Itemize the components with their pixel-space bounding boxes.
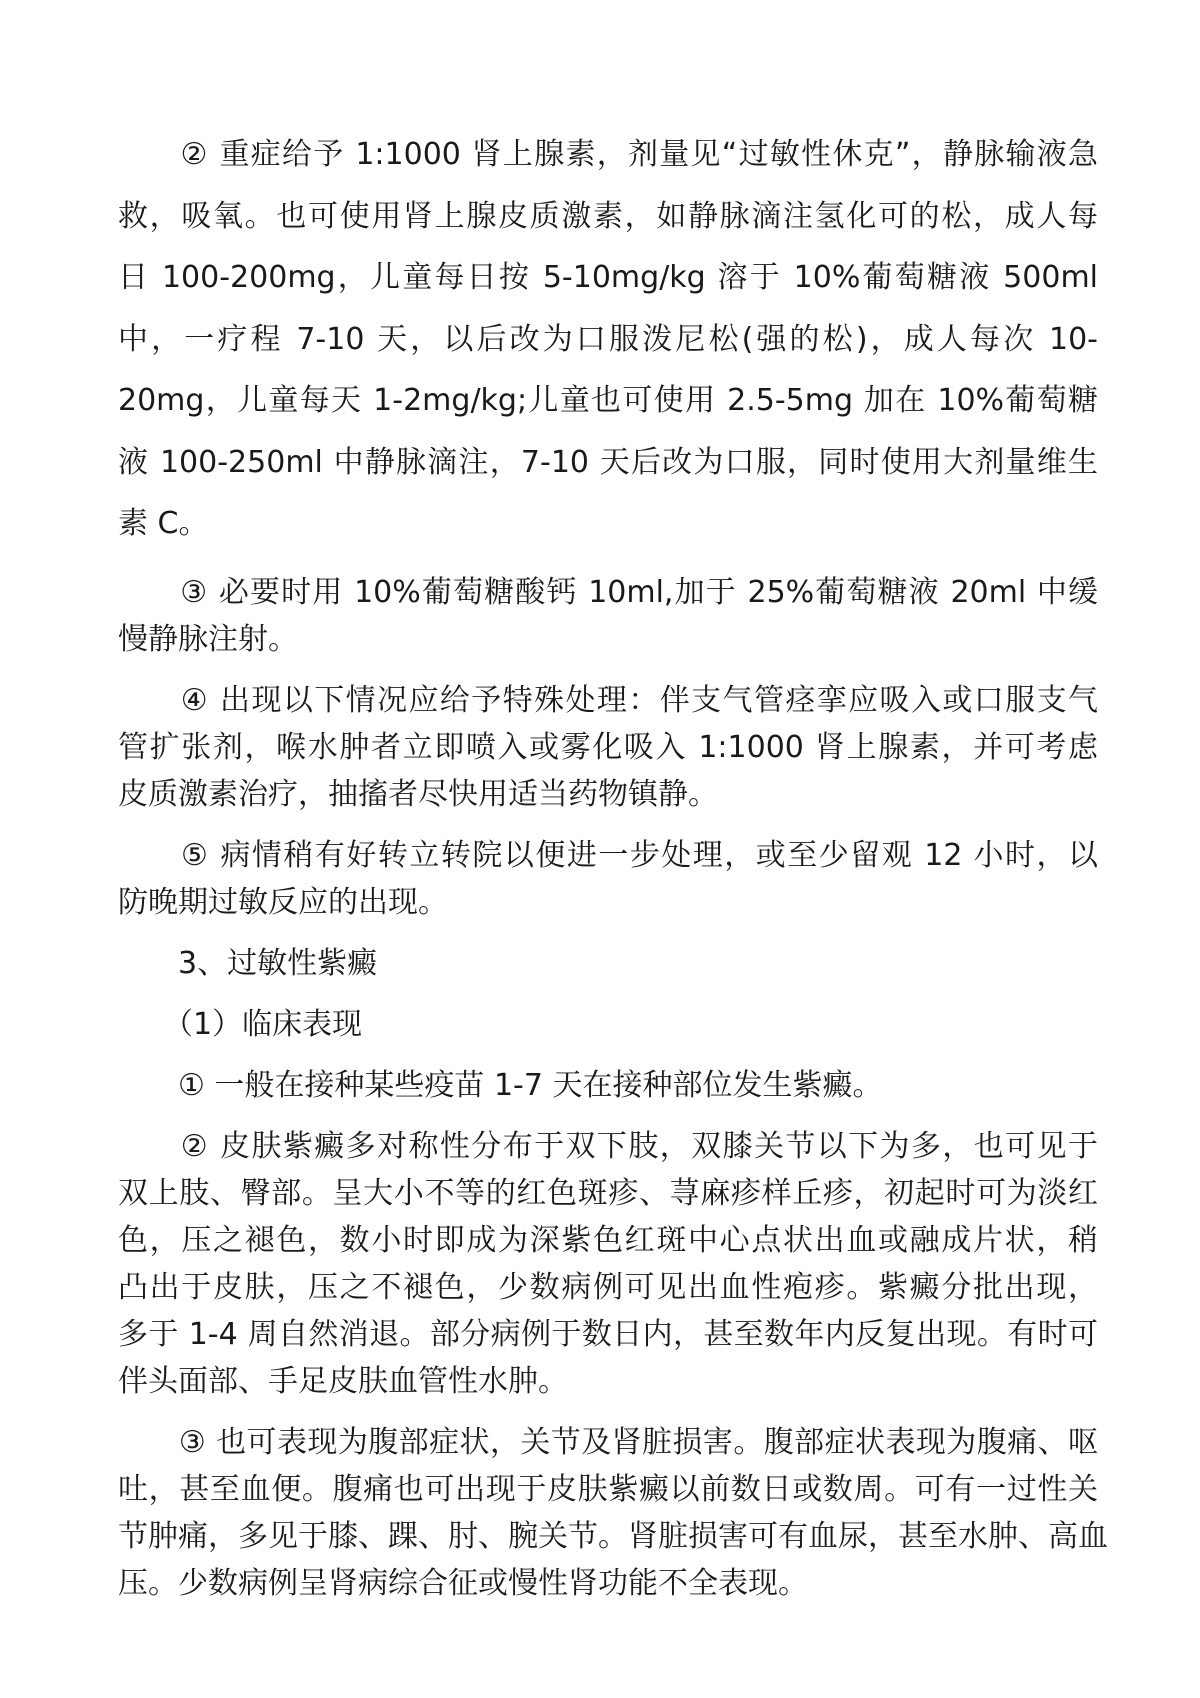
text-line: 凸出于皮肤，压之不褪色，少数病例可见出血性疱疹。紫癜分批出现，	[118, 1269, 1098, 1305]
paragraph-gap	[118, 1405, 1098, 1419]
text-line: ③ 必要时用 10%葡萄糖酸钙 10ml,加于 25%葡萄糖液 20ml 中缓	[118, 574, 1098, 610]
text-line: ② 皮肤紫癜多对称性分布于双下肢，双膝关节以下为多，也可见于	[118, 1128, 1098, 1164]
text-line: 伴头面部、手足皮肤血管性水肿。	[118, 1363, 568, 1399]
paragraph-abdominal-symptoms	[118, 1419, 1108, 1607]
text-line: 救，吸氧。也可使用肾上腺皮质激素，如静脉滴注氢化可的松，成人每	[118, 198, 1098, 234]
text-line: ② 重症给予 1:1000 肾上腺素，剂量见“过敏性休克”，静脉输液急	[118, 137, 1098, 172]
subheading-clinical-manifestations	[118, 1001, 1098, 1048]
text-line: ④ 出现以下情况应给予特殊处理：伴支气管痉挛应吸入或口服支气	[118, 682, 1098, 718]
paragraph-gap	[118, 926, 1098, 940]
text-line: 压。少数病例呈肾病综合征或慢性肾功能不全表现。	[118, 1565, 808, 1601]
paragraph-gap	[118, 1048, 1098, 1062]
text-line: 中，一疗程 7-10 天，以后改为口服泼尼松(强的松)，成人每次 10-	[118, 321, 1098, 357]
paragraph-gap	[118, 987, 1098, 1001]
text-line: 慢静脉注射。	[118, 621, 298, 657]
text-line: 皮质激素治疗，抽搐者尽快用适当药物镇静。	[118, 776, 718, 812]
text-line: 防晚期过敏反应的出现。	[118, 884, 448, 920]
text-line: 素 C。	[118, 506, 209, 541]
text-line: 双上肢、臀部。呈大小不等的红色斑疹、荨麻疹样丘疹，初起时可为淡红	[118, 1175, 1098, 1211]
body-text	[118, 124, 1108, 1607]
paragraph-skin-purpura	[118, 1123, 1098, 1405]
paragraph-transfer-observation	[118, 832, 1098, 926]
text-line: 日 100-200mg，儿童每日按 5-10mg/kg 溶于 10%葡萄糖液 500ml	[118, 260, 1098, 295]
paragraph-gap	[118, 1109, 1098, 1123]
paragraph-special-handling	[118, 677, 1098, 818]
text-line: 多于 1-4 周自然消退。部分病例于数日内，甚至数年内反复出现。有时可	[118, 1316, 1098, 1352]
text-line: ③ 也可表现为腹部症状，关节及肾脏损害。腹部症状表现为腹痛、呕	[118, 1424, 1098, 1460]
paragraph-calcium-gluconate	[118, 569, 1098, 663]
text-line: ⑤ 病情稍有好转立转院以便进一步处理，或至少留观 12 小时，以	[118, 837, 1098, 873]
text-line: ① 一般在接种某些疫苗 1-7 天在接种部位发生紫癜。	[118, 1067, 883, 1103]
section-heading-allergic-purpura	[118, 940, 1098, 987]
paragraph-gap	[118, 663, 1098, 677]
paragraph-gap	[118, 555, 1098, 569]
text-line: 20mg，儿童每天 1-2mg/kg;儿童也可使用 2.5-5mg 加在 10%葡萄糖	[118, 383, 1098, 418]
paragraph-gap	[118, 818, 1098, 832]
paragraph-severe-treatment	[118, 124, 1098, 555]
text-line: 吐，甚至血便。腹痛也可出现于皮肤紫癜以前数日或数周。可有一过性关	[118, 1471, 1098, 1507]
text-line: 色，压之褪色，数小时即成为深紫色红斑中心点状出血或融成片状，稍	[118, 1222, 1098, 1258]
text-line: 管扩张剂，喉水肿者立即喷入或雾化吸入 1:1000 肾上腺素，并可考虑	[118, 729, 1098, 765]
text-line: （1）临床表现	[118, 1006, 363, 1042]
text-line: 液 100-250ml 中静脉滴注，7-10 天后改为口服，同时使用大剂量维生	[118, 444, 1098, 480]
text-line: 节肿痛，多见于膝、踝、肘、腕关节。肾脏损害可有血尿，甚至水肿、高血	[118, 1518, 1108, 1554]
text-line: 3、过敏性紫癜	[118, 945, 378, 981]
paragraph-onset	[118, 1062, 1098, 1109]
